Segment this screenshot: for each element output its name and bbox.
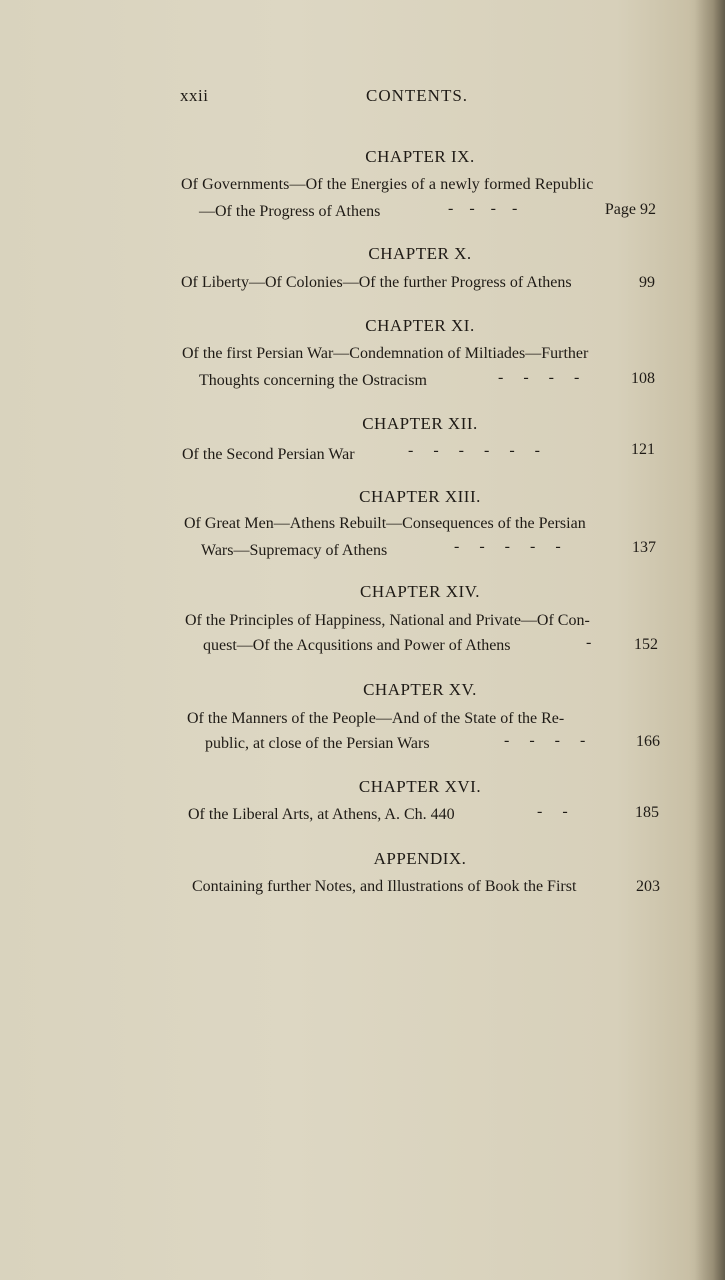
- page-reference: 99: [639, 274, 655, 291]
- chapter-heading: CHAPTER XI.: [365, 316, 475, 335]
- dot-leaders: - - - - -: [454, 538, 561, 555]
- running-title: CONTENTS.: [366, 86, 469, 105]
- entry-text-line: Of Governments—Of the Energies of a newly formed Republic: [181, 176, 594, 193]
- page-reference: 166: [636, 733, 660, 750]
- chapter-heading: CHAPTER XIII.: [359, 487, 481, 506]
- entry-text-line: Thoughts concerning the Ostracism: [199, 372, 427, 389]
- page-reference: 137: [632, 539, 656, 556]
- chapter-heading: CHAPTER XV.: [363, 680, 477, 699]
- chapter-heading: CHAPTER XVI.: [358, 777, 482, 796]
- entry-text-line: Of Liberty—Of Colonies—Of the further Progress of Athens: [181, 274, 572, 291]
- page-reference: 185: [635, 804, 659, 821]
- dot-leaders: - - - -: [504, 732, 586, 749]
- spine-shadow: [695, 0, 725, 1280]
- entry-text-line: Containing further Notes, and Illustrations of Book the First: [192, 878, 577, 895]
- page-reference: 121: [631, 441, 655, 458]
- chapter-heading: CHAPTER X.: [368, 244, 472, 263]
- page-reference: Page 92: [604, 201, 656, 218]
- chapter-heading: CHAPTER XIV.: [360, 582, 480, 601]
- entry-text-line: Of the Principles of Happiness, National and Private—Of Con-: [185, 612, 590, 629]
- dot-leaders: - - - -: [448, 200, 518, 217]
- dot-leaders: - - - - - -: [408, 442, 540, 459]
- appendix-heading: APPENDIX.: [373, 849, 467, 868]
- dot-leaders: -: [586, 634, 592, 651]
- dot-leaders: - -: [537, 803, 568, 820]
- entry-text-line: Wars—Supremacy of Athens: [201, 542, 388, 559]
- entry-text-line: —Of the Progress of Athens: [199, 203, 381, 220]
- dot-leaders: - - - -: [498, 369, 580, 386]
- chapter-heading: CHAPTER XII.: [362, 414, 478, 433]
- entry-text-line: Of the first Persian War—Condemnation of Miltiades—Further: [182, 345, 589, 362]
- entry-text-line: quest—Of the Acqusitions and Power of Athens: [203, 637, 511, 654]
- page-number: xxii: [180, 86, 209, 105]
- chapter-heading: CHAPTER IX.: [365, 147, 475, 166]
- entry-text-line: Of Great Men—Athens Rebuilt—Consequences of the Persian: [184, 515, 586, 532]
- running-header: [180, 86, 660, 112]
- entry-text-line: Of the Manners of the People—And of the State of the Re-: [187, 710, 565, 727]
- page-reference: 108: [631, 370, 655, 387]
- page-reference: 152: [634, 636, 658, 653]
- entry-text-line: Of the Second Persian War: [182, 446, 355, 463]
- entry-text-line: public, at close of the Persian Wars: [205, 735, 430, 752]
- entry-text-line: Of the Liberal Arts, at Athens, A. Ch. 440: [188, 806, 455, 823]
- page-reference: 203: [636, 878, 660, 895]
